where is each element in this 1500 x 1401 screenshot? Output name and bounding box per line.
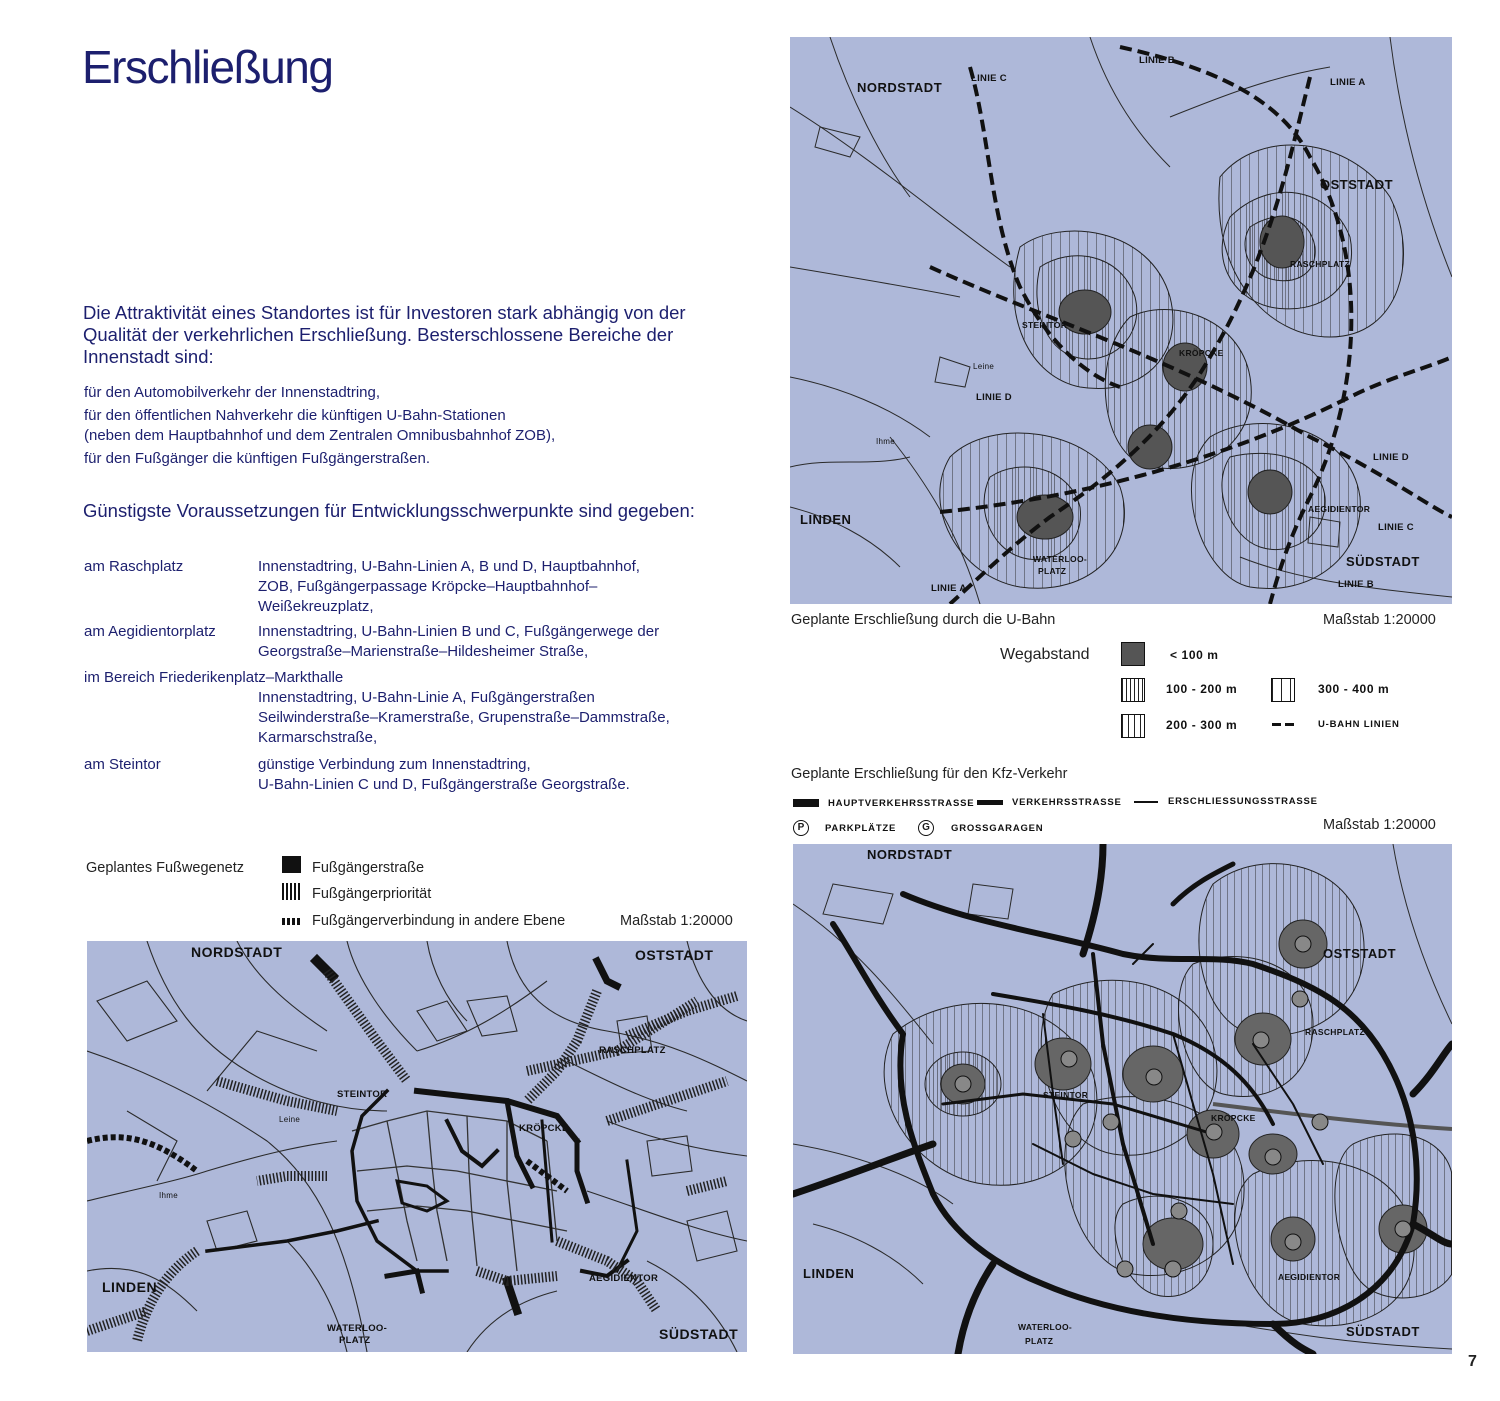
legend-title: Wegabstand (1000, 646, 1090, 663)
place-line: Innenstadtring, U-Bahn-Linien A, B und D, Hauptbahnhof, (258, 558, 640, 575)
ubahn-map-drawing (790, 37, 1452, 604)
main-road (793, 1144, 933, 1194)
traffic-road-swatch (977, 800, 1003, 805)
legend-label: 100 - 200 m (1166, 682, 1238, 696)
place-label-kroepcke: KRÖPCKE (1211, 1113, 1256, 1123)
district-label-suedstadt: SÜDSTADT (1346, 1324, 1420, 1339)
garage-marker (1061, 1051, 1077, 1067)
block-outline (97, 981, 177, 1041)
river-label-ihme: Ihme (159, 1191, 178, 1200)
place-label-raschplatz: RASCHPLATZ (1290, 259, 1350, 269)
ubahn-line-swatch (1272, 723, 1298, 726)
place-line: Innenstadtring, U-Bahn-Linie A, Fußgängerstraßen (258, 689, 595, 706)
block-outline (467, 996, 517, 1036)
main-road (1273, 1324, 1313, 1354)
block-outline (935, 357, 970, 387)
street-line (790, 107, 1010, 267)
place-text-steintor (258, 755, 748, 795)
district-label-linden: LINDEN (102, 1279, 158, 1295)
legend-label: Fußgängerverbindung in andere Ebene (312, 913, 566, 929)
place-label-waterloo: WATERLOO- (1018, 1322, 1073, 1332)
place-line: Karmarschstraße, (258, 729, 378, 746)
list-item: für den öffentlichen Nahverkehr die künftigen U-Bahn-Stationen (84, 407, 506, 424)
place-line: ZOB, Fußgängerpassage Kröpcke–Hauptbahnhof– (258, 578, 598, 595)
district-label-linden: LINDEN (800, 512, 852, 527)
pedestrian-network-drawing (87, 941, 747, 1352)
foot-map-caption: Geplantes Fußwegenetz (86, 860, 244, 876)
main-road (1083, 844, 1103, 954)
street-line (587, 1191, 747, 1241)
line-label: LINIE A (1330, 77, 1366, 88)
place-line: günstige Verbindung zum Innenstadtring, (258, 756, 531, 773)
pedestrian-street (387, 1271, 422, 1291)
place-label-aegidientor: AEGIDIENTOR (1308, 504, 1371, 514)
place-label-waterloo-2: PLATZ (1038, 566, 1067, 576)
pedestrian-priority-route (217, 1081, 337, 1111)
place-line: Innenstadtring, U-Bahn-Linien B und C, Fußgängerwege der (258, 623, 660, 640)
swatch-300-400m (1271, 678, 1295, 702)
pedestrian-street (447, 1121, 497, 1166)
line-label: LINIE B (1139, 55, 1175, 66)
legend-label: PARKPLÄTZE (825, 823, 897, 834)
garage-marker (1395, 1221, 1411, 1237)
street-line (830, 37, 910, 197)
scale-label: Maßstab 1:20000 (1323, 817, 1436, 833)
street-line (790, 377, 930, 437)
pedestrian-priority-route (137, 1251, 197, 1341)
garage-marker (1117, 1261, 1133, 1277)
street-line (427, 1111, 447, 1261)
place-label-waterloo-2: PLATZ (1025, 1336, 1054, 1346)
place-text-raschplatz (258, 557, 748, 617)
street-line (87, 1051, 367, 1352)
line-label: LINIE C (971, 73, 1007, 84)
district-label-suedstadt: SÜDSTADT (1346, 554, 1420, 569)
pedestrian-street (577, 1141, 587, 1201)
legend-label: ERSCHLIESSUNGSSTRASSE (1168, 796, 1318, 807)
street-line (387, 1121, 417, 1261)
place-label-aegidientorplatz: am Aegidientorplatz (84, 623, 216, 640)
swatch-100-200m (1121, 678, 1145, 702)
street-line (147, 941, 387, 1111)
place-label-raschplatz: RASCHPLATZ (1305, 1027, 1365, 1037)
intro-paragraph: Die Attraktivität eines Standortes ist für Investoren stark abhängig von der Qualität der verkehrlichen Erschließung. Besterschlossene Bereiche der Innenstadt sind: (83, 302, 686, 367)
garage-marker (1165, 1261, 1181, 1277)
page-title: Erschließung (82, 41, 333, 93)
place-label-steintor: STEINTOR (1022, 320, 1068, 330)
pedestrian-priority-route (527, 991, 597, 1101)
block-outline (815, 127, 860, 157)
legend-label: GROSSGARAGEN (951, 823, 1044, 834)
place-label-kroepcke: KRÖPCKE (1179, 348, 1224, 358)
district-label-oststadt: OSTSTADT (635, 947, 714, 963)
district-label-nordstadt: NORDSTADT (867, 847, 953, 862)
place-label-waterloo-2: PLATZ (339, 1335, 371, 1346)
pedestrian-network-map (87, 941, 747, 1352)
place-label-aegidientor: AEGIDIENTOR (1278, 1272, 1341, 1282)
place-line: Seilwinderstraße–Kramerstraße, Grupenstraße–Dammstraße, (258, 709, 670, 726)
place-label-steintor: am Steintor (84, 756, 161, 773)
catchment-under-100m (1248, 470, 1292, 514)
place-label-raschplatz: am Raschplatz (84, 558, 184, 575)
place-label-waterloo: WATERLOO- (327, 1323, 388, 1334)
parking-icon: P (793, 820, 809, 836)
swatch-200-300m (1121, 714, 1145, 738)
access-list (84, 383, 744, 472)
garage-marker (1285, 1234, 1301, 1250)
vehicle-traffic-map (793, 844, 1452, 1354)
place-label-waterloo: WATERLOO- (1033, 554, 1088, 564)
garage-marker (1253, 1032, 1269, 1048)
district-label-nordstadt: NORDSTADT (191, 944, 283, 960)
legend-label: < 100 m (1170, 648, 1219, 662)
level-connection (87, 1137, 197, 1171)
catchment-under-100m (1128, 425, 1172, 469)
line-label: LINIE D (1373, 452, 1409, 463)
place-label-kroepcke: KRÖPCKE (519, 1123, 569, 1134)
place-label-friederikenplatz: im Bereich Friederikenplatz–Markthalle (84, 669, 344, 686)
garage-marker (1292, 991, 1308, 1007)
legend-label: U-BAHN LINIEN (1318, 719, 1400, 730)
street-line (347, 941, 417, 1051)
garage-marker (1295, 936, 1311, 952)
street-line (790, 267, 960, 297)
pedestrian-priority-swatch (282, 883, 301, 900)
block-outline (647, 1136, 692, 1176)
list-item: für den Automobilverkehr der Innenstadtring, (84, 384, 381, 401)
main-road (833, 924, 903, 1034)
place-line: Weißekreuzplatz, (258, 598, 374, 615)
place-label-aegidientor: AEGIDIENTOR (589, 1273, 659, 1284)
parking-marker (1103, 1114, 1119, 1130)
block-outline (823, 884, 893, 924)
street-line (287, 1241, 347, 1352)
place-text-friederikenplatz (258, 688, 748, 748)
page-number: 7 (1468, 1353, 1477, 1370)
parking-marker (1065, 1131, 1081, 1147)
district-label-oststadt: OSTSTADT (1320, 177, 1394, 192)
garage-icon: G (918, 820, 934, 836)
pedestrian-priority-route (257, 1176, 327, 1181)
place-label-steintor: STEINTOR (1043, 1090, 1089, 1100)
main-road (1413, 1044, 1452, 1094)
pedestrian-priority-route (687, 1181, 727, 1191)
list-item: (neben dem Hauptbahnhof und dem Zentralen Omnibusbahnhof ZOB), (84, 427, 556, 444)
district-label-nordstadt: NORDSTADT (857, 80, 943, 95)
river-label-leine: Leine (279, 1115, 301, 1124)
line-label: LINIE C (1378, 522, 1414, 533)
river-label-ihme: Ihme (876, 437, 895, 446)
list-item: für den Fußgänger die künftigen Fußgängerstraßen. (84, 450, 431, 467)
kfz-map-caption: Geplante Erschließung für den Kfz-Verkehr (791, 766, 1068, 782)
pedestrian-street (507, 1101, 532, 1186)
legend-label: Fußgängerpriorität (312, 886, 432, 902)
district-label-linden: LINDEN (803, 1266, 855, 1281)
street-line (207, 1031, 317, 1091)
pedestrian-priority-route (607, 1081, 727, 1121)
street-line (87, 1141, 337, 1201)
legend-label: Fußgängerstraße (312, 860, 425, 876)
garage-marker (1312, 1114, 1328, 1130)
ubahn-map (790, 37, 1452, 604)
street-line (427, 941, 467, 1021)
pedestrian-priority-route (477, 1271, 557, 1281)
legend-label: HAUPTVERKEHRSSTRASSE (828, 798, 975, 809)
street-line (1393, 844, 1452, 1024)
garage-marker (955, 1076, 971, 1092)
street-line (467, 1116, 477, 1266)
scale-label: Maßstab 1:20000 (1323, 612, 1436, 628)
catchment-under-100m (1017, 495, 1073, 539)
main-road-swatch (793, 799, 819, 807)
legend-label: 300 - 400 m (1318, 682, 1390, 696)
vehicle-traffic-drawing (793, 844, 1452, 1354)
street-line (790, 457, 910, 467)
pedestrian-street (617, 1161, 637, 1271)
garage-marker (1171, 1203, 1187, 1219)
place-text-aegidientorplatz (258, 622, 748, 662)
swatch-under-100m (1121, 642, 1145, 666)
river-label-leine: Leine (973, 362, 995, 371)
street-line (607, 1121, 747, 1156)
place-line: Georgstraße–Marienstraße–Hildesheimer Straße, (258, 643, 589, 660)
legend-label: VERKEHRSSTRASSE (1012, 797, 1122, 808)
pedestrian-street-swatch (282, 856, 301, 873)
place-label-steintor: STEINTOR (337, 1089, 388, 1100)
line-label: LINIE D (976, 392, 1012, 403)
scale-label: Maßstab 1:20000 (620, 913, 733, 929)
level-connection-swatch (282, 918, 301, 925)
pedestrian-street (597, 961, 617, 986)
district-label-oststadt: OSTSTADT (1323, 946, 1397, 961)
place-line: U-Bahn-Linien C und D, Fußgängerstraße Georgstraße. (258, 776, 630, 793)
subheading: Günstigste Voraussetzungen für Entwicklungsschwerpunkte sind gegeben: (83, 500, 695, 521)
block-outline (968, 884, 1013, 919)
place-label-raschplatz: RASCHPLATZ (599, 1045, 666, 1056)
legend-label: 200 - 300 m (1166, 718, 1238, 732)
district-label-suedstadt: SÜDSTADT (659, 1326, 739, 1342)
garage-marker (1265, 1149, 1281, 1165)
block-outline (687, 1211, 737, 1261)
access-road-swatch (1134, 801, 1158, 803)
street-line (367, 1206, 567, 1231)
garage-marker (1146, 1069, 1162, 1085)
ubahn-map-caption: Geplante Erschließung durch die U-Bahn (791, 612, 1056, 628)
line-label: LINIE B (1338, 579, 1374, 590)
garage-marker (1206, 1124, 1222, 1140)
line-label: LINIE A (931, 583, 967, 594)
main-road (958, 1264, 993, 1354)
